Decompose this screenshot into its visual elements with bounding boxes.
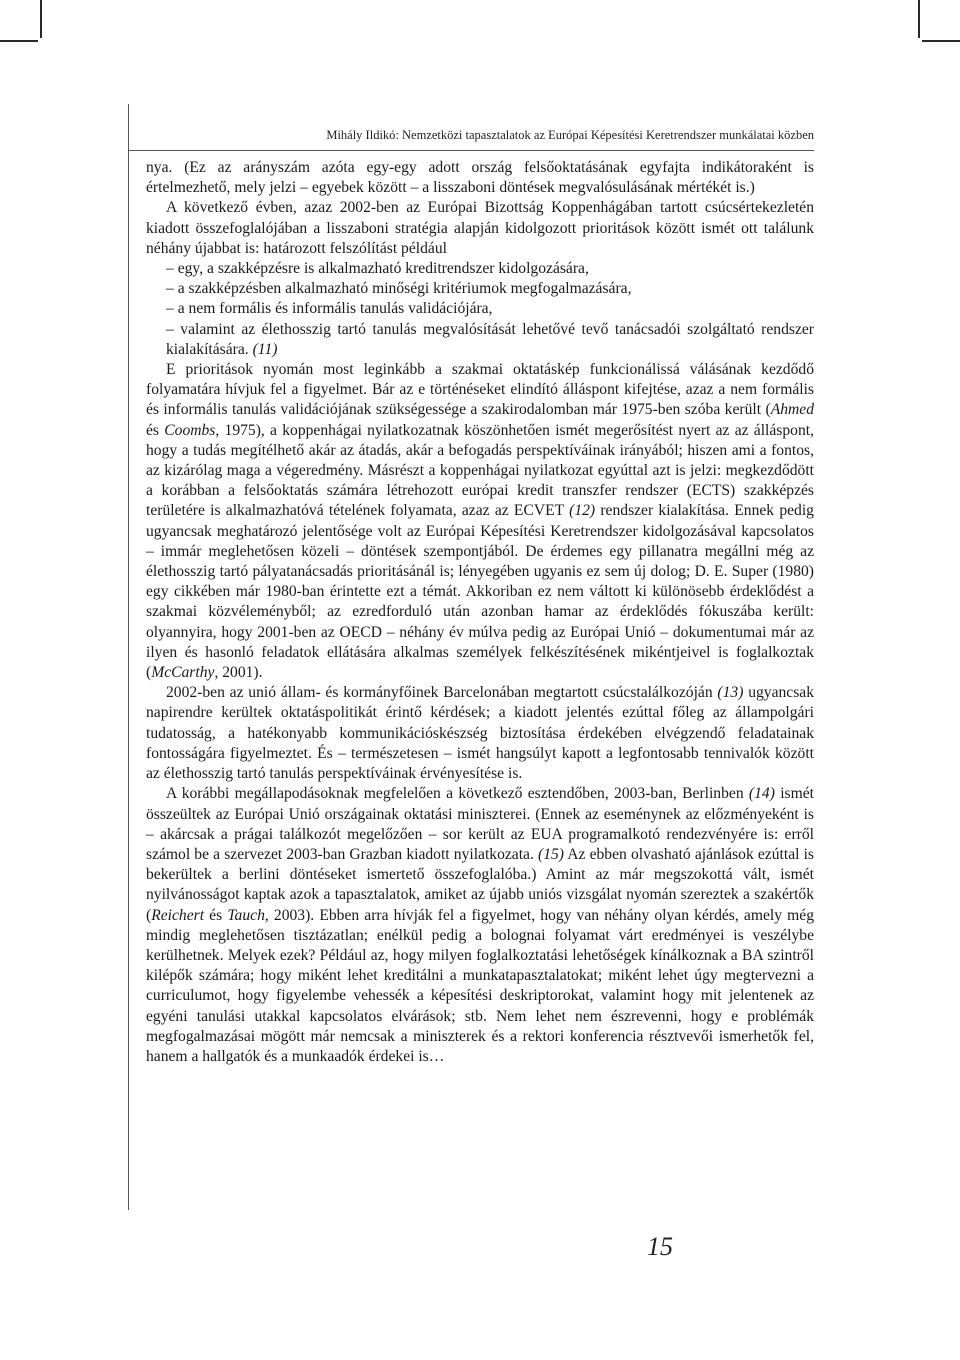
- priority-list: [146, 259, 814, 360]
- crop-mark-left-top: [0, 40, 38, 42]
- list-item: [146, 320, 814, 360]
- crop-mark-top-right: [918, 0, 920, 38]
- crop-mark-right-top: [922, 40, 960, 42]
- text-run: egy, a szakképzésre is alkalmazható kreditrendszer kidolgozására,: [177, 260, 589, 278]
- text-run: nya. (Ez az arányszám azóta egy-egy adott ország felsőoktatásának egyfajta indikátoraként is értelmezhető, mely jelzi – egyebek között – a lisszaboni döntések megvalósulásának mértékét is.): [146, 159, 814, 197]
- footnote-ref: (15): [538, 845, 564, 863]
- list-item: [146, 299, 814, 319]
- body-text: [146, 158, 814, 1067]
- margin-rule-vertical: [128, 104, 129, 1210]
- paragraph-5: [146, 784, 814, 1067]
- text-run: E prioritások nyomán most leginkább a szakmai oktatáskép funkcionálissá válásának kezdődő folyamatára hívjuk fel a figyelmet. Bár az e történéseket elindító álláspont kifejtése, azaz a nem formális és informális tanulás validációjának szükségessége a szakirodalomban már 1975-ben szóba került (: [146, 361, 814, 419]
- paragraph-4: [146, 683, 814, 784]
- footnote-ref: (14): [748, 785, 775, 803]
- text-run: valamint az élethosszig tartó tanulás megvalósítását lehetővé tevő tanácsadói szolgáltató rendszer kialakítására.: [166, 320, 814, 358]
- footnote-ref: (12): [569, 502, 596, 520]
- list-item: [146, 279, 814, 299]
- text-run: és: [204, 906, 228, 924]
- text-run: Az ebben olvasható ajánlások ezúttal is bekerültek a berlini döntéseket ismertető összefoglalóba.) Amint az már megszokottá vált, ismét nyilvánosságot kaptak azok a tapasztalatok, amiket az újabb uniós vizsgálat nyomán szereztek a szakértők (: [146, 845, 814, 924]
- text-run: , 2001).: [214, 664, 263, 682]
- author-name: Coombs: [164, 421, 216, 439]
- paragraph-3: [146, 360, 814, 683]
- list-item: [146, 259, 814, 279]
- text-run: és: [146, 421, 165, 439]
- author-name: Ahmed: [770, 401, 814, 419]
- footnote-ref: (13): [717, 684, 744, 702]
- text-run: A következő évben, azaz 2002-ben az Európai Bizottság Koppenhágában tartott csúcsértekezletén kiadott összefoglalójában a lisszaboni stratégia alapján kidolgozott prioritások között ismét ott találunk néhány újabbat is: határozott felszólítást például: [146, 199, 814, 257]
- footnote-ref: (11): [252, 340, 278, 358]
- page-number: 15: [647, 1232, 673, 1261]
- text-run: 2002-ben az unió állam- és kormányfőinek Barcelonában megtartott csúcstalálkozóján: [166, 684, 718, 702]
- paragraph-2: [146, 198, 814, 259]
- text-run: , 2003). Ebben arra hívják fel a figyelmet, hogy van néhány olyan kérdés, amely még mindig meglehetősen tisztázatlan; enélkül pedig a bolognai folyamat várt eredményei is veszélybe kerülhetnek. Melyek ezek? Például az, hogy milyen foglalkoztatási lehetőségek kínálkoznak a BA szintről kilépők számára; hogy miként lehet kreditálni a munkatapasztalatokat; miként lehet úgy megtervezni a curriculumot, hogy figyelembe vehessék a képesítési deskriptorokat, valamint hogy mit jelentenek az egyéni tanulási utakkal kapcsolatos elvárások; stb. Nem lehet nem észrevenni, hogy e problémák megfogalmazásai mögött már nemcsak a miniszterek és a rektori konferencia résztvevői ismerhetők fel, hanem a hallgatók és a munkaadók érdekei is…: [146, 906, 814, 1065]
- crop-mark-top-left: [40, 0, 42, 38]
- text-run: ismét összeültek az Európai Unió országainak oktatási miniszterei. (Ennek az eseménynek az előzményeként is – akárcsak a prágai találkozót megelőzően – sor került az EUA programalkotó rendezvényére is: erről számol be a szervezet 2003-ban Grazban kiadott nyilatkozata.: [146, 785, 814, 863]
- text-run: , 1975), a koppenhágai nyilatkozatnak köszönhetően ismét megerősítést nyert az az álláspont, hogy a tudás megítélhető akár az átadás, akár a befogadás perspektíváinak irányából; hiszen ami a fontos, az kizárólag maga a végeredmény. Másrészt a koppenhágai nyilatkozat egyúttal azt is jelzi: megkezdődött a korábban a felsőoktatás számára létrehozott európai kredit transzfer rendszer (ECTS) szakképzés területére is alkalmazhatóvá tételének folyamata, azaz az ECVET: [146, 421, 814, 520]
- author-name: Reichert: [151, 906, 205, 924]
- paragraph-1: [146, 158, 814, 198]
- author-name: Tauch: [227, 906, 265, 924]
- text-run: A korábbi megállapodásoknak megfelelően a következő esztendőben, 2003-ban, Berlinben: [166, 785, 749, 803]
- author-name: McCarthy: [151, 664, 215, 682]
- text-run: rendszer kialakítása. Ennek pedig ugyancsak meghatározó jelentősége volt az Európai Képesítési Keretrendszer kidolgozásával kapcsolatos – immár meglehetősen közeli – döntések szempontjából. De érdemes egy pillanatra megállni még az élethosszig tartó pályatanácsadás prioritásánál is; lényegében ugyanis ez sem új dolog; D. E. Super (1980) egy cikkében már 1980-ban érintette ezt a témát. Akkoriban ez nem váltott ki különösebb érdeklődést a szakmai közvéleményből; az ezredforduló után azonban hamar az érdeklődés fókuszába került: olyannyira, hogy 2001-ben az OECD – néhány év múlva pedig az Európai Unió – dokumentumai már az ilyen és hasonló feladatok ellátására alkalmas személyek felkészítésének mikéntjeivel is foglalkoztak (: [146, 502, 814, 682]
- running-header: Mihály Ildikó: Nemzetközi tapasztalatok az Európai Képesítési Keretrendszer munkálatai közben: [326, 128, 814, 142]
- text-run: ugyancsak napirendre kerültek oktatáspolitikát érintő kérdések; a kiadott jelentés ezúttal főleg az állampolgári tudatosság, a hatékonyabb kommunikációskészség biztosítása érdekében elvégzendő feladatainak fontosságára figyelmeztet. És – természetesen – ismét hangsúlyt kapott a legfontosabb tennivalók között az élethosszig tartó tanulás perspektíváinak érvényesítése is.: [146, 684, 815, 783]
- header-rule: [128, 150, 814, 151]
- text-run: a szakképzésben alkalmazható minőségi kritériumok megfogalmazására,: [177, 280, 632, 298]
- text-run: a nem formális és informális tanulás validációjára,: [177, 300, 493, 318]
